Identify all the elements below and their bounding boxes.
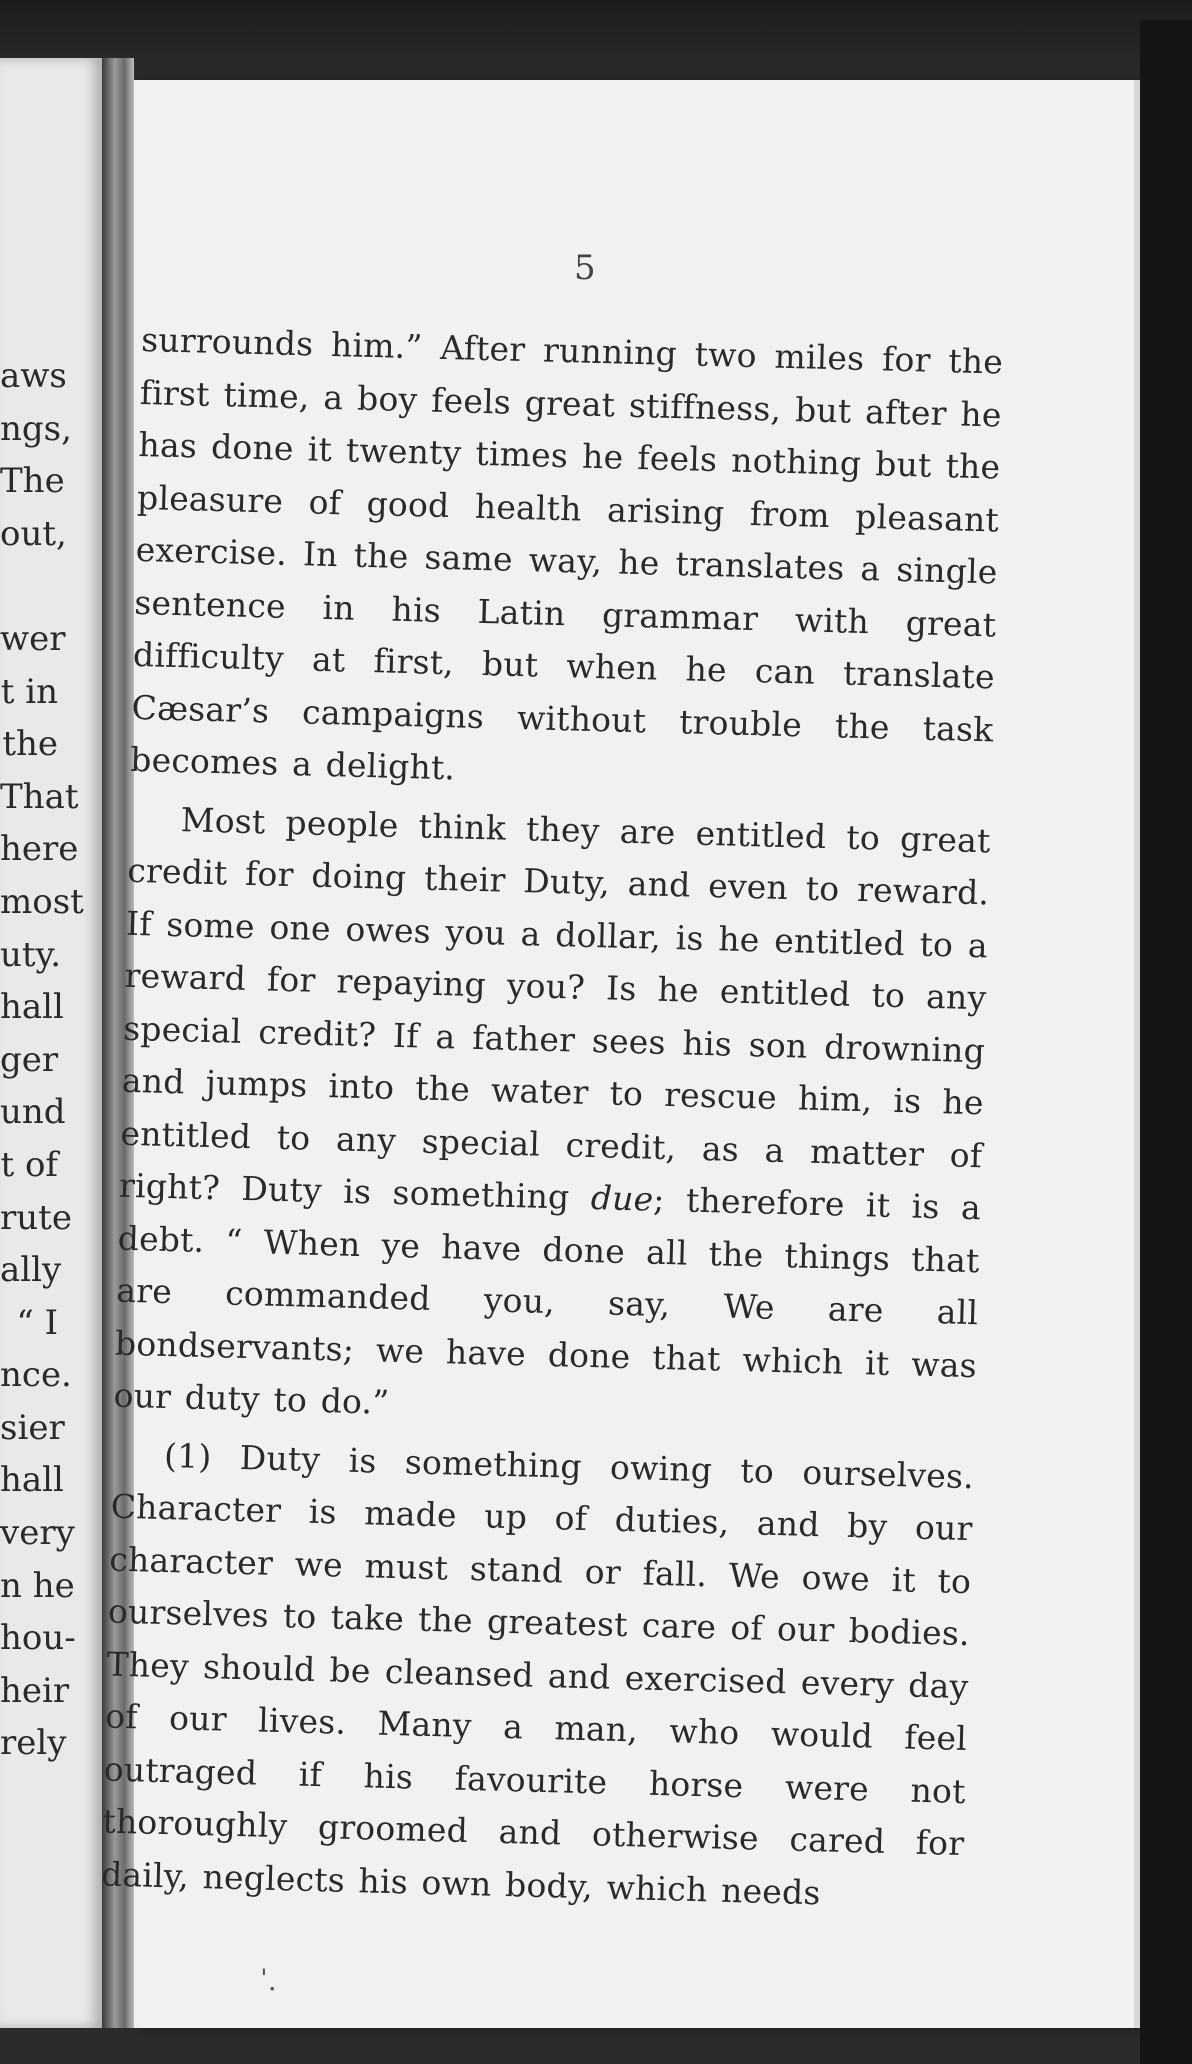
left-line: aws [0,356,67,396]
left-line: sier [0,1407,65,1448]
left-line: The [0,461,65,502]
body-text [100,314,1003,1929]
left-line: rute [0,1197,72,1238]
paragraph-3: (1) Duty is something owing to ourselves. Character is made up of duties, and by our character we must stand or fall. We owe it to ourselves to take the greatest care of our bodies. They should be cleansed and exercised every day of our lives. Many a man, who would feel outraged if his favourite horse were not thoroughly groomed and otherwise cared for daily, neglects his own body, which needs [100,1435,975,1912]
left-line: the [2,724,58,765]
left-line: n he [0,1565,75,1606]
left-line: ger [0,1039,59,1080]
left-line: rely [0,1723,67,1764]
left-line: out, [0,513,67,554]
left-line: ngs, [0,408,72,449]
emphasis-due: due [590,1178,654,1219]
paragraph-2-text: Most people think they are entitled to great credit for doing their Duty, and even to reward. If some one owes you a dollar, is he entitled to a reward for repaying you? Is he entitled to any special credit? If a father sees his son drowning and jumps into the water to rescue him, is he entitled to any special credit, as a matter of right? Duty is something [118,799,992,1218]
left-line: here [0,829,79,870]
left-line: wer [0,618,66,659]
paragraph-2-continued: ; therefore it is a debt. “ When ye have done all the things that are commanded you, say, We are all bondservants; we have done that which it was our duty to do.” [113,1179,982,1422]
bottom-mark: ˈ. [260,1964,277,1997]
left-line [0,560,102,613]
left-line: very [0,1513,75,1554]
left-line: heir [0,1670,70,1711]
left-line: und [0,1092,66,1133]
left-line: most [0,881,84,922]
page-number: 5 [574,248,596,288]
left-line: uty. [0,934,62,975]
left-line: ally [0,1250,62,1291]
left-line: hall [0,1460,64,1501]
left-line: t of [0,1144,58,1185]
right-page [100,80,1140,2028]
paragraph-1: surrounds him.” After running two miles for the first time, a boy feels great stiffness, but after he has done it twenty times he feels nothing but the pleasure of good health arising from pleasant exercise. In the same way, he translates a single sentence in his Latin grammar with great difficulty at first, but when he can translate Cæsar’s campaigns without trouble the task becomes a delight. [129,319,1004,788]
left-line: “ I [16,1302,58,1343]
scan-edge [1140,20,1192,2064]
left-line: nce. [0,1355,72,1396]
left-line: hou- [0,1618,76,1659]
left-line: hall [0,987,64,1028]
left-page-text [0,350,102,1770]
left-line: t in [0,671,58,712]
left-line: That [0,776,79,817]
left-page [0,58,102,2028]
paragraph-2 [113,792,991,1444]
scan-background [0,0,1192,90]
